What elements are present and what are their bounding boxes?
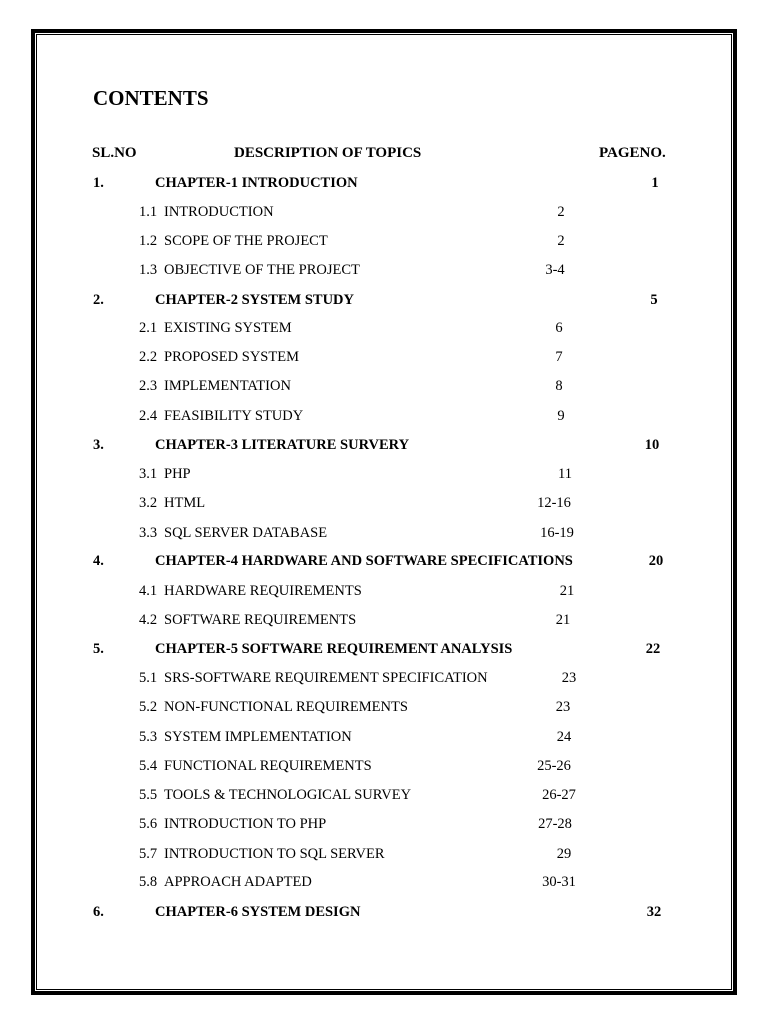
section-number: 5.3 xyxy=(139,729,158,745)
page-number: 26-27 xyxy=(542,787,576,803)
section-number: 4.2 xyxy=(139,612,158,628)
toc-section-row xyxy=(0,612,768,634)
page-number: 3-4 xyxy=(545,262,565,278)
section-title: FEASIBILITY STUDY xyxy=(164,408,304,424)
toc-section-row xyxy=(0,320,768,342)
toc-chapter-row xyxy=(0,292,768,314)
toc-section-row xyxy=(0,378,768,400)
chapter-title: CHAPTER-5 SOFTWARE REQUIREMENT ANALYSIS xyxy=(155,641,513,657)
page-number: 12-16 xyxy=(537,495,571,511)
section-number: 2.4 xyxy=(139,408,158,424)
section-title: SYSTEM IMPLEMENTATION xyxy=(164,729,352,745)
section-number: 5.6 xyxy=(139,816,158,832)
chapter-title: CHAPTER-6 SYSTEM DESIGN xyxy=(155,904,361,920)
section-title: SOFTWARE REQUIREMENTS xyxy=(164,612,357,628)
section-title: INTRODUCTION TO PHP xyxy=(164,816,327,832)
section-number: 5.5 xyxy=(139,787,158,803)
section-number: 1.1 xyxy=(139,204,158,220)
toc-chapter-row xyxy=(0,175,768,197)
page-number: 21 xyxy=(559,583,575,599)
chapter-number: 1. xyxy=(93,175,104,191)
section-number: 3.3 xyxy=(139,525,158,541)
section-title: TOOLS & TECHNOLOGICAL SURVEY xyxy=(164,787,412,803)
section-title: HTML xyxy=(164,495,206,511)
contents-title: CONTENTS xyxy=(93,86,209,110)
toc-chapter-row xyxy=(0,904,768,926)
section-number: 3.2 xyxy=(139,495,158,511)
page-number: 6 xyxy=(555,320,563,336)
section-number: 2.1 xyxy=(139,320,158,336)
section-number: 1.3 xyxy=(139,262,158,278)
chapter-number: 3. xyxy=(93,437,104,453)
toc-section-row xyxy=(0,495,768,517)
toc-section-row xyxy=(0,525,768,547)
toc-chapter-row xyxy=(0,553,768,575)
page-number: 2 xyxy=(557,233,565,249)
section-title: FUNCTIONAL REQUIREMENTS xyxy=(164,758,372,774)
page-number: 23 xyxy=(555,699,571,715)
section-number: 5.7 xyxy=(139,846,158,862)
toc-section-row xyxy=(0,466,768,488)
chapter-title: CHAPTER-1 INTRODUCTION xyxy=(155,175,358,191)
section-title: EXISTING SYSTEM xyxy=(164,320,292,336)
chapter-number: 2. xyxy=(93,292,104,308)
page-number: 10 xyxy=(644,437,660,453)
section-title: INTRODUCTION xyxy=(164,204,274,220)
page-number: 21 xyxy=(555,612,571,628)
section-number: 5.2 xyxy=(139,699,158,715)
toc-section-row xyxy=(0,583,768,605)
toc-section-row xyxy=(0,408,768,430)
page-number: 24 xyxy=(556,729,572,745)
toc-section-row xyxy=(0,349,768,371)
section-number: 2.3 xyxy=(139,378,158,394)
toc-section-row xyxy=(0,874,768,896)
section-title: HARDWARE REQUIREMENTS xyxy=(164,583,362,599)
page-number: 30-31 xyxy=(542,874,576,890)
toc-section-row xyxy=(0,204,768,226)
page-number: 16-19 xyxy=(540,525,574,541)
page-number: 1 xyxy=(651,175,659,191)
section-title: NON-FUNCTIONAL REQUIREMENTS xyxy=(164,699,408,715)
page-number: 20 xyxy=(648,553,664,569)
page-number: 29 xyxy=(556,846,572,862)
page-number: 8 xyxy=(555,378,563,394)
section-title: APPROACH ADAPTED xyxy=(164,874,312,890)
page-number: 11 xyxy=(558,466,572,482)
section-number: 5.4 xyxy=(139,758,158,774)
toc-section-row xyxy=(0,670,768,692)
page-number: 5 xyxy=(650,292,658,308)
toc-section-row xyxy=(0,816,768,838)
page-number: 32 xyxy=(646,904,662,920)
toc-chapter-row xyxy=(0,437,768,459)
page-number: 25-26 xyxy=(537,758,571,774)
toc-section-row xyxy=(0,233,768,255)
toc-section-row xyxy=(0,846,768,868)
header-page-no: PAGENO. xyxy=(599,145,666,161)
section-number: 2.2 xyxy=(139,349,158,365)
toc-chapter-row xyxy=(0,641,768,663)
section-title: PROPOSED SYSTEM xyxy=(164,349,299,365)
section-title: SQL SERVER DATABASE xyxy=(164,525,328,541)
section-title: SCOPE OF THE PROJECT xyxy=(164,233,328,249)
page-number: 7 xyxy=(555,349,563,365)
section-number: 5.1 xyxy=(139,670,158,686)
chapter-number: 4. xyxy=(93,553,104,569)
toc-section-row xyxy=(0,699,768,721)
page-number: 2 xyxy=(557,204,565,220)
section-title: PHP xyxy=(164,466,191,482)
toc-section-row xyxy=(0,729,768,751)
section-title: INTRODUCTION TO SQL SERVER xyxy=(164,846,385,862)
page-number: 23 xyxy=(561,670,577,686)
chapter-number: 5. xyxy=(93,641,104,657)
toc-section-row xyxy=(0,787,768,809)
toc-section-row xyxy=(0,262,768,284)
page-number: 27-28 xyxy=(538,816,572,832)
page-number: 22 xyxy=(645,641,661,657)
toc-section-row xyxy=(0,758,768,780)
section-number: 5.8 xyxy=(139,874,158,890)
section-title: IMPLEMENTATION xyxy=(164,378,291,394)
header-description: DESCRIPTION OF TOPICS xyxy=(234,145,422,161)
header-sl-no: SL.NO xyxy=(92,145,137,161)
section-number: 4.1 xyxy=(139,583,158,599)
section-title: OBJECTIVE OF THE PROJECT xyxy=(164,262,360,278)
section-number: 1.2 xyxy=(139,233,158,249)
chapter-title: CHAPTER-4 HARDWARE AND SOFTWARE SPECIFICATIONS xyxy=(155,553,573,569)
chapter-title: CHAPTER-2 SYSTEM STUDY xyxy=(155,292,354,308)
page-number: 9 xyxy=(557,408,565,424)
section-title: SRS-SOFTWARE REQUIREMENT SPECIFICATION xyxy=(164,670,488,686)
section-number: 3.1 xyxy=(139,466,158,482)
chapter-number: 6. xyxy=(93,904,104,920)
chapter-title: CHAPTER-3 LITERATURE SURVERY xyxy=(155,437,410,453)
